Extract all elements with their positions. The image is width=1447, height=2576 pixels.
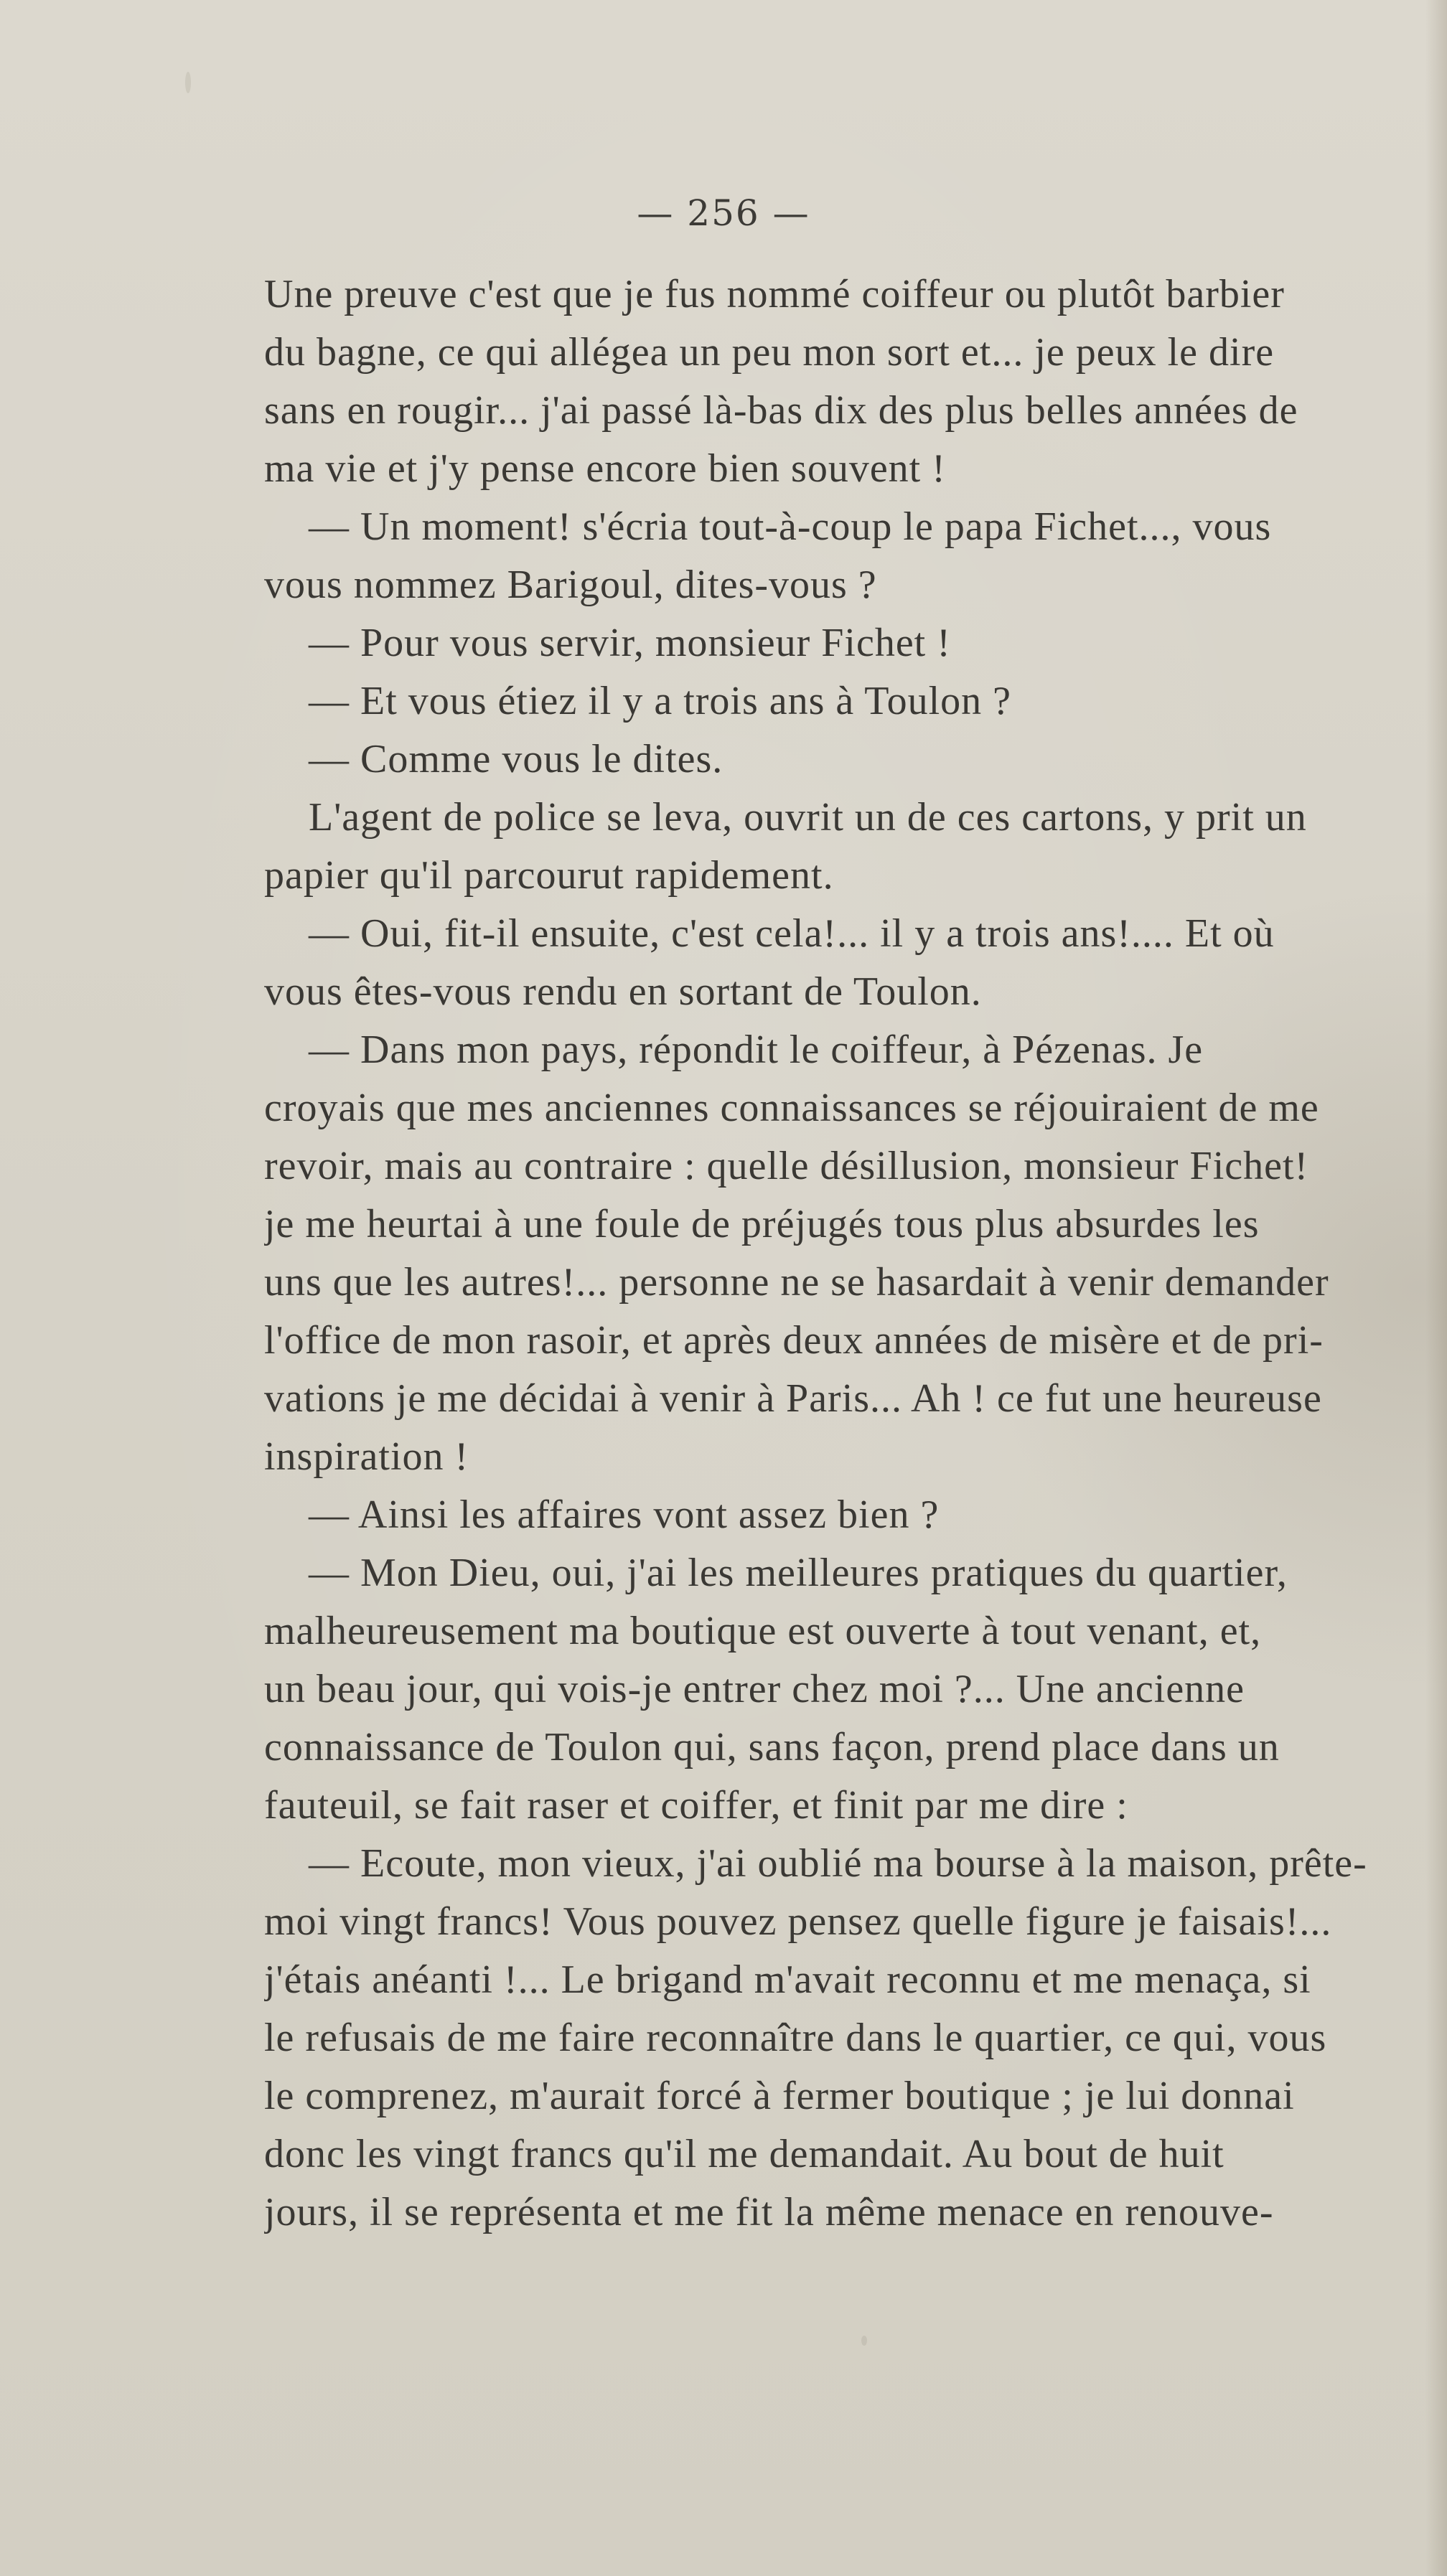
- text-line: ma vie et j'y pense encore bien souvent !: [264, 446, 946, 491]
- text-line: — Dans mon pays, répondit le coiffeur, à Pézenas. Je: [309, 1028, 1204, 1072]
- text-line: malheureusement ma boutique est ouverte à tout venant, et,: [264, 1609, 1262, 1653]
- text-line: moi vingt francs! Vous pouvez pensez quelle figure je faisais!...: [264, 1899, 1332, 1944]
- text-line: donc les vingt francs qu'il me demandait. Au bout de huit: [264, 2132, 1224, 2176]
- text-line: connaissance de Toulon qui, sans façon, prend place dans un: [264, 1725, 1280, 1769]
- text-line: — Ainsi les affaires vont assez bien ?: [309, 1493, 940, 1537]
- body-text: [264, 265, 1447, 2242]
- text-line: j'étais anéanti !... Le brigand m'avait reconnu et me menaça, si: [264, 1957, 1311, 2002]
- text-line: — Pour vous servir, monsieur Fichet !: [309, 621, 951, 665]
- text-line: revoir, mais au contraire : quelle désillusion, monsieur Fichet!: [264, 1144, 1309, 1188]
- text-line: — Et vous étiez il y a trois ans à Toulon ?: [309, 679, 1011, 723]
- text-line: — Oui, fit-il ensuite, c'est cela!... il y a trois ans!.... Et où: [309, 911, 1275, 956]
- text-line: vous nommez Barigoul, dites-vous ?: [264, 563, 877, 607]
- text-line: Une preuve c'est que je fus nommé coiffeur ou plutôt barbier: [264, 272, 1285, 316]
- text-line: — Un moment! s'écria tout-à-coup le papa Fichet..., vous: [309, 504, 1272, 549]
- text-line: L'agent de police se leva, ouvrit un de ces cartons, y prit un: [309, 795, 1307, 840]
- text-line: du bagne, ce qui allégea un peu mon sort et... je peux le dire: [264, 330, 1275, 375]
- text-line: croyais que mes anciennes connaissances se réjouiraient de me: [264, 1086, 1319, 1130]
- text-line: le refusais de me faire reconnaître dans le quartier, ce qui, vous: [264, 2016, 1327, 2060]
- text-line: — Ecoute, mon vieux, j'ai oublié ma bourse à la maison, prête-: [309, 1841, 1367, 1886]
- paper-stain: [185, 72, 191, 93]
- text-line: le comprenez, m'aurait forcé à fermer boutique ; je lui donnai: [264, 2074, 1295, 2118]
- page-number: — 256 —: [637, 192, 810, 234]
- text-line: l'office de mon rasoir, et après deux années de misère et de pri-: [264, 1318, 1324, 1363]
- text-line: fauteuil, se fait raser et coiffer, et finit par me dire :: [264, 1783, 1128, 1828]
- text-line: jours, il se représenta et me fit la même menace en renouve-: [264, 2190, 1274, 2234]
- text-line: inspiration !: [264, 1434, 469, 1479]
- text-line: sans en rougir... j'ai passé là-bas dix des plus belles années de: [264, 388, 1298, 433]
- text-line: un beau jour, qui vois-je entrer chez moi ?... Une ancienne: [264, 1667, 1245, 1711]
- text-line: uns que les autres!... personne ne se hasardait à venir demander: [264, 1260, 1329, 1305]
- text-line: vations je me décidai à venir à Paris... Ah ! ce fut une heureuse: [264, 1376, 1322, 1421]
- text-line: vous êtes-vous rendu en sortant de Toulon.: [264, 969, 982, 1014]
- paper-stain: [861, 2336, 867, 2346]
- text-line: papier qu'il parcourut rapidement.: [264, 853, 834, 898]
- text-line: — Comme vous le dites.: [309, 737, 724, 781]
- text-line: — Mon Dieu, oui, j'ai les meilleures pratiques du quartier,: [309, 1551, 1288, 1595]
- text-line: je me heurtai à une foule de préjugés tous plus absurdes les: [264, 1202, 1260, 1246]
